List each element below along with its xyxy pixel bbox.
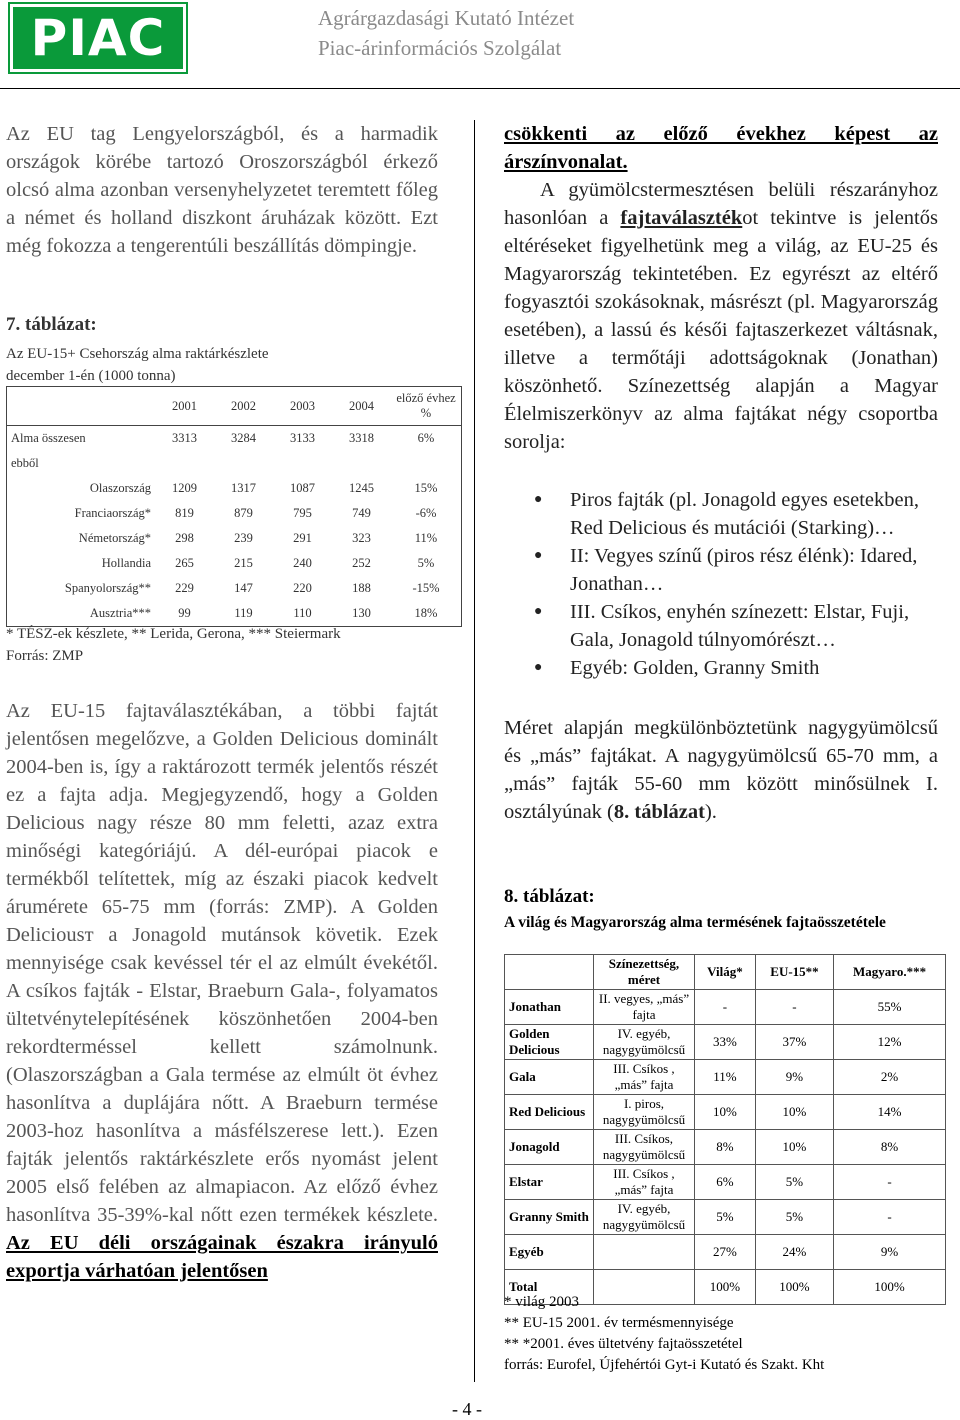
t8-head: Világ* [695,955,756,990]
list-item: ● III. Csíkos, enyhén színezett: Elstar, Fuji, Gala, Jonagold túlnyomórészt… [504,598,938,654]
t7-cell: 215 [234,556,253,570]
t8-cell: 5% [755,1200,833,1235]
t7-total-value: 3318 [349,431,374,445]
list-item: ● Piros fajták (pl. Jonagold egyes esetekben, Red Delicious és mutációi (Starking)… [504,486,938,542]
t7-cell: 220 [293,581,312,595]
piac-logo: PIAC [10,4,186,72]
t7-cell: 110 [293,606,312,620]
t7-head-2001: 2001 [172,398,197,413]
t7-head-change: előző évhez % [396,391,456,420]
t7-cell: 252 [352,556,371,570]
fajta-paragraph [504,176,938,456]
t8-cell: 10% [755,1095,833,1130]
t7-total-value: 3133 [290,431,315,445]
t8-cell: 11% [695,1060,756,1095]
table8 [504,954,946,1305]
t7-head-2003: 2003 [290,398,315,413]
t7-row-name: Hollandia [101,556,151,570]
t8-cell: 100% [755,1270,833,1305]
t8-cell: 55% [834,990,946,1025]
table8-source: forrás: Eurofel, Újfehértói Gyt-i Kutató és Szakt. Kht [504,1357,825,1373]
t7-cell: 119 [234,606,253,620]
t7-ebbol: ebből [11,456,39,470]
p1-pre: A gyümölcstermesztésen belüli részarányhoz hasonlóan a [504,179,938,229]
t7-cell: 749 [352,506,371,520]
t7-cell: 1087 [290,481,315,495]
t7-cell: 1209 [172,481,197,495]
t8-cell: 100% [695,1270,756,1305]
t8-cell: - [755,990,833,1025]
t7-row-name: Olaszország [89,481,151,495]
t7-cell: 147 [234,581,253,595]
t7-cell: 11% [414,531,438,545]
t8-head: EU-15** [755,955,833,990]
t8-variety: Granny Smith [505,1200,594,1235]
t7-cell: 5% [417,556,435,570]
table7-title-1: Az EU-15+ Csehország alma raktárkészlete [6,346,269,362]
t8-variety: Elstar [505,1165,594,1200]
t7-cell: 1245 [349,481,374,495]
header-rule [0,88,960,89]
body-underlined-text: Az EU déli országainak északra irányuló exportja várhatóan jelentősen [6,1232,438,1282]
t8-cell: 5% [695,1200,756,1235]
t7-head-2002: 2002 [231,398,256,413]
t8-total-name: Total [505,1270,594,1305]
table8-note: ** *2001. éves ültetvény fajtaösszetétel [504,1336,743,1352]
t7-cell: 130 [352,606,371,620]
t8-cell: - [834,1165,946,1200]
table8-notes [504,1292,824,1376]
t8-cell: 12% [834,1025,946,1060]
t7-cell: -6% [415,506,437,520]
t8-cell: - [695,990,756,1025]
t8-category: IV. egyéb, nagygyümölcsű [594,1200,695,1235]
t8-cell: 6% [695,1165,756,1200]
t8-egyeb-name: Egyéb [505,1235,594,1270]
t7-cell: 239 [234,531,253,545]
t7-cell: -15% [412,581,440,595]
t8-cell: 37% [755,1025,833,1060]
p2-post: ). [704,801,717,823]
table7-title-2: december 1-én (1000 tonna) [6,368,176,384]
t8-cell: 10% [755,1130,833,1165]
body-text: Az EU-15 fajtaválasztékában, a többi fajtát jelentősen megelőzve, a Golden Delicious dominált 2004-ben is, így a raktározott termék jelentős részét ez a fajta adja. Megjegyzendő, hogy a Golden Delicious nagy része 80 mm feletti, azaz extra minőségi kategóriájú. A dél-európai piacok e termékből telítettek, míg az északi piacok kedvelt árumérete 65-75 mm (forrás: ZMP). A Golden Deliciousт a Jonagold mutánsok követik. Ezek mennyisége csak kevéssel tér el az elmúlt évekétől. A csíkos fajták - Elstar, Braeburn Gala-, folyamatos ültetvénytelepítésének köszönhetően 2004-ben rekordterméssel kellett számolnunk. (Olaszországban a Gala termése az elmúlt öt évhez hasonlítva a duplájára nőtt. A Braeburn termése 2003-hoz hasonlítva a másfélszerese lett.). Ezen fajták jelentős raktárkészlete erős nyomást jelent 2005 első felében az almapiacon. Az előző évhez hasonlítva 35-39%-kal nőtt ezen termékek készlete. [6,700,438,1226]
t7-cell: 265 [175,556,194,570]
t7-cell: 188 [352,581,371,595]
table8-note: ** EU-15 2001. év termésmennyisége [504,1315,734,1331]
t7-cell: 795 [293,506,312,520]
p2-pre: Méret alapján megkülönböztetünk nagygyümölcsű és „más” fajtákat. A nagygyümölcsű 65-70 mm, a „más” fajták 55-60 mm között minősülnek I. osztályúnak ( [504,717,938,823]
p1-post: ot tekintve is jelentős eltéréseket figyelhetünk meg a világ, az EU-25 és Magyarország tekintetében. Ez egyrészt az eltérő fogyasztói szokásoknak, másrészt (pl. Magyarország esetében), a lassú és késői fajtaszerkezet váltásnak, illetve a termőtáji adottságoknak (Jonathan) köszönhető. Színezettség alapján a Magyar Élelmiszerkönyv az alma fajtákat négy csoportba sorolja: [504,207,938,453]
t8-cell: 9% [834,1235,946,1270]
t8-category: III. Csíkos, nagygyümölcsű [594,1130,695,1165]
t7-cell: 15% [414,481,438,495]
t7-total-value: 6% [417,431,435,445]
t8-cell: 8% [834,1130,946,1165]
table7 [6,386,462,627]
list-item: ● II: Vegyes színű (piros rész élénk): Idared, Jonathan… [504,542,938,598]
t7-cell: 879 [234,506,253,520]
t8-category: I. piros, nagygyümölcsű [594,1095,695,1130]
t8-variety: Red Delicious [505,1095,594,1130]
p2-bold: 8. táblázat [613,801,705,823]
intro-paragraph: Az EU tag Lengyelországból, és a harmadik országok körébe tartozó Oroszországból érkező olcsó alma azonban versenyhelyzetet teremtett főleg a német és holland diszkont áruházak között. Ezt még fokozza a tengerentúli beszállítás dömpingje. [6,123,438,257]
t8-head: Színezettség, méret [594,955,695,990]
t8-cell: 8% [695,1130,756,1165]
t8-variety: Golden Delicious [505,1025,594,1060]
t7-cell: 819 [175,506,194,520]
t7-cell: 1317 [231,481,256,495]
t7-row-name: Franciaország* [74,506,151,520]
t7-cell: 99 [178,606,191,620]
continued-text: csökkenti az előző évekhez képest az árszínvonalat. [504,123,938,173]
t8-cell: 2% [834,1060,946,1095]
t8-variety: Jonathan [505,990,594,1025]
t8-cell: 27% [695,1235,756,1270]
t7-cell: 291 [293,531,312,545]
t8-category: III. Csíkos , „más” fajta [594,1165,695,1200]
t8-category: III. Csíkos , „más” fajta [594,1060,695,1095]
t7-row-name: Ausztria*** [89,606,151,620]
table7-source: Forrás: ZMP [6,648,84,664]
t7-cell: 240 [293,556,312,570]
t8-cell: 10% [695,1095,756,1130]
t7-total-name: Alma összesen [11,431,86,445]
t7-cell: 298 [175,531,194,545]
body-paragraph [6,697,438,1285]
t7-total-value: 3313 [172,431,197,445]
t7-cell: 18% [414,606,438,620]
column-divider [474,120,475,1382]
t7-row-name: Németország* [78,531,151,545]
t8-cell: 9% [755,1060,833,1095]
t7-head-2004: 2004 [349,398,374,413]
t8-cell: 14% [834,1095,946,1130]
list-item: ● Egyéb: Golden, Granny Smith [504,654,938,682]
table7-note: * TÉSZ-ek készlete, ** Lerida, Gerona, *** Steiermark [6,626,341,642]
size-paragraph [504,714,938,826]
table8-note: * világ 2003 [504,1294,579,1310]
t7-cell: 323 [352,531,371,545]
t8-cell: - [834,1200,946,1235]
institute-name: Agrárgazdasági Kutató Intézet [318,6,575,30]
t8-cell: 100% [834,1270,946,1305]
page-number: - 4 - [452,1399,482,1419]
t8-category: II. vegyes, „más” fajta [594,990,695,1025]
t8-variety: Jonagold [505,1130,594,1165]
t8-head: Magyaro.*** [834,955,946,990]
t8-cell: 24% [755,1235,833,1270]
t8-variety: Gala [505,1060,594,1095]
t7-cell: 229 [175,581,194,595]
p1-underlined: fajtaválaszték [620,207,743,229]
t8-cell: 33% [695,1025,756,1060]
table8-title: A világ és Magyarország alma termésének fajtaösszetétele [504,914,886,931]
t8-cell: 5% [755,1165,833,1200]
t7-total-value: 3284 [231,431,256,445]
table7-label: 7. táblázat: [6,314,97,335]
color-group-list [504,486,938,682]
t7-row-name: Spanyolország** [64,581,151,595]
service-name: Piac-árinformációs Szolgálat [318,36,562,60]
table8-label: 8. táblázat: [504,886,595,907]
t8-category: IV. egyéb, nagygyümölcsű [594,1025,695,1060]
